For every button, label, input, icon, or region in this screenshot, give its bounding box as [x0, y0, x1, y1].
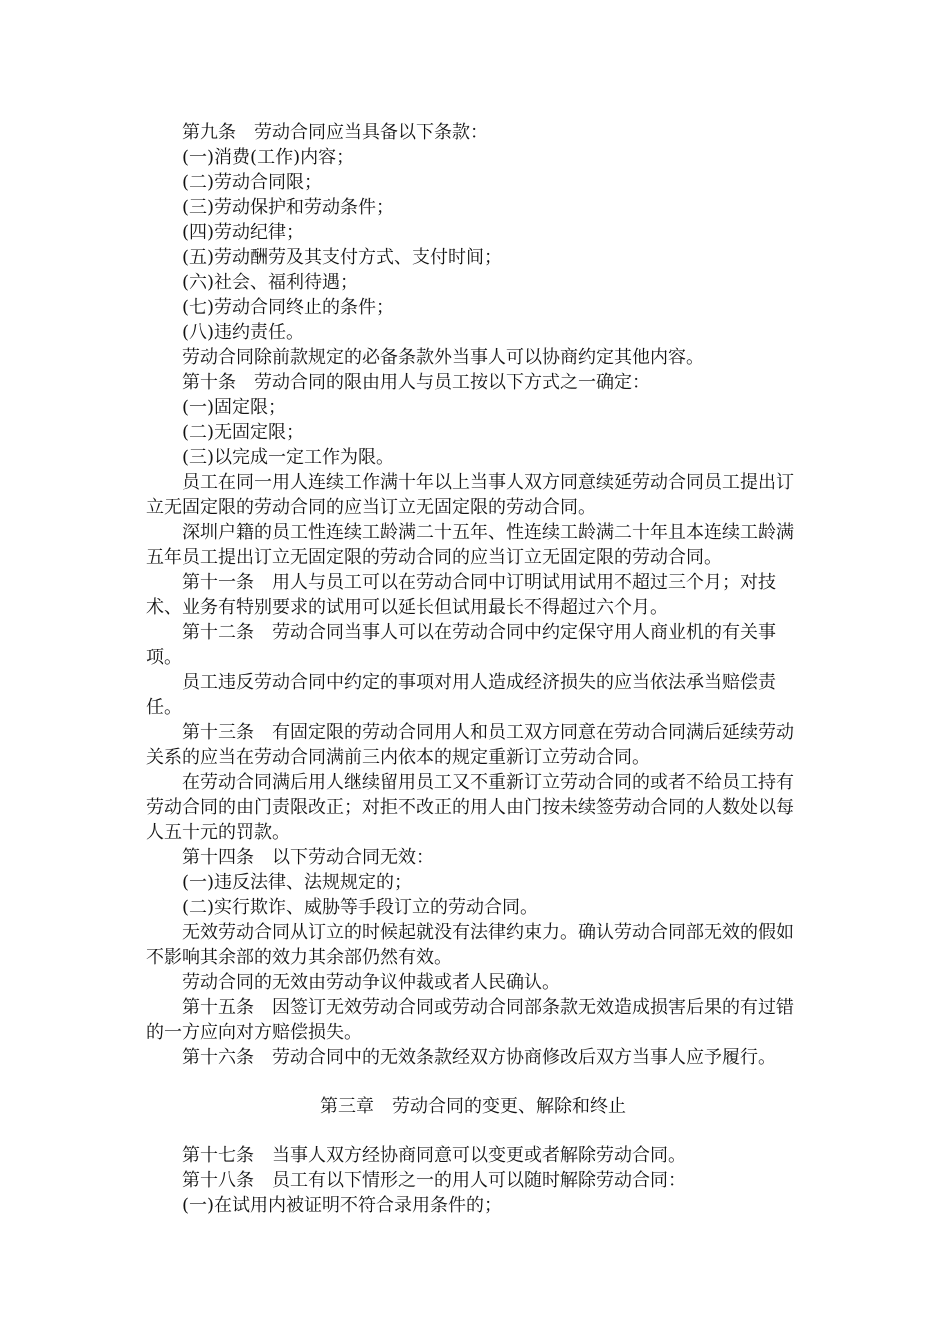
paragraph-article-10: 第十条 劳动合同的限由用人与员工按以下方式之一确定： [182, 372, 650, 393]
list-item: (一)固定限； [182, 397, 287, 418]
paragraph: 无效劳动合同从订立的时候起就没有法律约束力。确认劳动合同部无效的假如不影响其余部的效力其余部仍然有效。 [146, 922, 794, 968]
list-item: (三)以完成一定工作为限。 [182, 447, 395, 468]
list-item: (三)劳动保护和劳动条件； [182, 197, 395, 218]
paragraph: 员工在同一用人连续工作满十年以上当事人双方同意续延劳动合同员工提出订立无固定限的劳动合同的应当订立无固定限的劳动合同。 [146, 472, 794, 518]
list-item: (六)社会、福利待遇； [182, 272, 359, 293]
list-item: (七)劳动合同终止的条件； [182, 297, 395, 318]
paragraph: 劳动合同的无效由劳动争议仲裁或者人民确认。 [182, 972, 560, 993]
paragraph: 劳动合同除前款规定的必备条款外当事人可以协商约定其他内容。 [182, 347, 704, 368]
list-item: (二)劳动合同限； [182, 172, 323, 193]
list-item: (五)劳动酬劳及其支付方式、支付时间； [182, 247, 503, 268]
list-item: (一)在试用内被证明不符合录用条件的； [182, 1195, 503, 1216]
paragraph-article-11: 第十一条 用人与员工可以在劳动合同中订明试用试用不超过三个月；对技术、业务有特别要求的试用可以延长但试用最长不得超过六个月。 [146, 572, 776, 618]
paragraph-article-17: 第十七条 当事人双方经协商同意可以变更或者解除劳动合同。 [182, 1145, 686, 1166]
paragraph-article-16: 第十六条 劳动合同中的无效条款经双方协商修改后双方当事人应予履行。 [182, 1047, 776, 1068]
list-item: (四)劳动纪律； [182, 222, 305, 243]
paragraph-article-18: 第十八条 员工有以下情形之一的用人可以随时解除劳动合同： [182, 1170, 686, 1191]
list-item: (二)无固定限； [182, 422, 305, 443]
paragraph-article-9: 第九条 劳动合同应当具备以下条款： [182, 122, 488, 143]
chapter-heading: 第三章 劳动合同的变更、解除和终止 [320, 1096, 626, 1117]
list-item: (八)违约责任。 [182, 322, 305, 343]
paragraph: 在劳动合同满后用人继续留用员工又不重新订立劳动合同的或者不给员工持有劳动合同的由门责限改正；对拒不改正的用人由门按未续签劳动合同的人数处以每人五十元的罚款。 [146, 772, 794, 843]
list-item: (一)违反法律、法规规定的； [182, 872, 413, 893]
document-body [146, 120, 800, 1218]
paragraph-article-14: 第十四条 以下劳动合同无效： [182, 847, 434, 868]
paragraph-article-12: 第十二条 劳动合同当事人可以在劳动合同中约定保守用人商业机的有关事项。 [146, 622, 776, 668]
paragraph: 员工违反劳动合同中约定的事项对用人造成经济损失的应当依法承当赔偿责任。 [146, 672, 776, 718]
paragraph-article-15: 第十五条 因签订无效劳动合同或劳动合同部条款无效造成损害后果的有过错的一方应向对方赔偿损失。 [146, 997, 794, 1043]
paragraph-article-13: 第十三条 有固定限的劳动合同用人和员工双方同意在劳动合同满后延续劳动关系的应当在劳动合同满前三内依本的规定重新订立劳动合同。 [146, 722, 794, 768]
list-item: (一)消费(工作)内容； [182, 147, 355, 168]
list-item: (二)实行欺诈、威胁等手段订立的劳动合同。 [182, 897, 539, 918]
paragraph: 深圳户籍的员工性连续工龄满二十五年、性连续工龄满二十年且本连续工龄满五年员工提出订立无固定限的劳动合同的应当订立无固定限的劳动合同。 [146, 522, 794, 568]
